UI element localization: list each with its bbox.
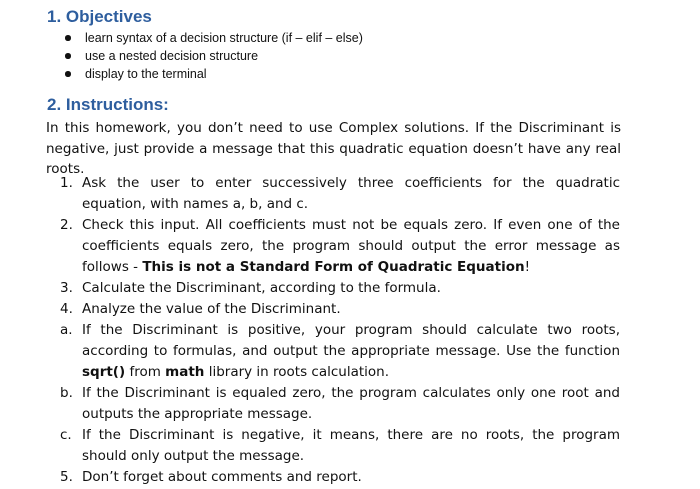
- instructions-intro: In this homework, you don’t need to use Complex solutions. If the Discriminant is negative, just provide a message that this quadratic equation doesn’t have any real roots.: [46, 120, 621, 177]
- objective-text: display to the terminal: [85, 67, 207, 81]
- item-marker: 5.: [60, 469, 73, 485]
- item-marker: 3.: [60, 280, 73, 296]
- instruction-item: [60, 383, 620, 425]
- item-marker: 1.: [60, 175, 73, 191]
- item-marker: a.: [60, 322, 73, 338]
- objective-bullet: [63, 47, 363, 65]
- item-marker: 2.: [60, 217, 73, 233]
- instruction-item: [60, 467, 620, 488]
- item-text: Don’t forget about comments and report.: [82, 469, 362, 485]
- item-mid: from: [125, 364, 166, 380]
- function-name: sqrt(): [82, 364, 126, 380]
- item-text: Ask the user to enter successively three coefficients for the quadratic equation, with names a, b, and c.: [82, 175, 620, 212]
- instructions-heading: 2. Instructions:: [47, 95, 169, 114]
- item-tail: library in roots calculation.: [204, 364, 390, 380]
- item-text: Calculate the Discriminant, according to the formula.: [82, 280, 441, 296]
- instruction-item: [60, 425, 620, 467]
- item-marker: 4.: [60, 301, 73, 317]
- item-text: Check this input. All coefficients must not be equals zero. If even one of the coefficients equals zero, the program should output the error message as follows -: [82, 217, 620, 275]
- item-tail: !: [524, 259, 531, 275]
- instructions-list: [60, 173, 620, 488]
- instruction-item: [60, 299, 620, 320]
- objectives-list: [63, 29, 363, 83]
- bullet-dot-icon: [65, 71, 71, 77]
- instruction-item: [60, 278, 620, 299]
- objective-text: learn syntax of a decision structure (if – elif – else): [85, 31, 363, 45]
- objective-text: use a nested decision structure: [85, 49, 259, 63]
- item-text: If the Discriminant is equaled zero, the program calculates only one root and outputs the appropriate message.: [82, 385, 620, 422]
- library-name: math: [165, 364, 205, 380]
- objective-bullet: [63, 29, 363, 47]
- item-text: Analyze the value of the Discriminant.: [82, 301, 341, 317]
- bullet-dot-icon: [65, 35, 71, 41]
- error-message-text: This is not a Standard Form of Quadratic Equation: [142, 259, 525, 275]
- item-marker: b.: [60, 385, 73, 401]
- item-text: If the Discriminant is positive, your program should calculate two roots, according to formulas, and output the appropriate message. Use the function: [82, 322, 620, 359]
- item-marker: c.: [60, 427, 72, 443]
- instruction-item: [60, 320, 620, 383]
- objective-bullet: [63, 65, 363, 83]
- bullet-dot-icon: [65, 53, 71, 59]
- item-text: If the Discriminant is negative, it means, there are no roots, the program should only output the message.: [82, 427, 620, 464]
- objectives-heading: 1. Objectives: [47, 7, 152, 26]
- instruction-item: [60, 173, 620, 215]
- instruction-item: [60, 215, 620, 278]
